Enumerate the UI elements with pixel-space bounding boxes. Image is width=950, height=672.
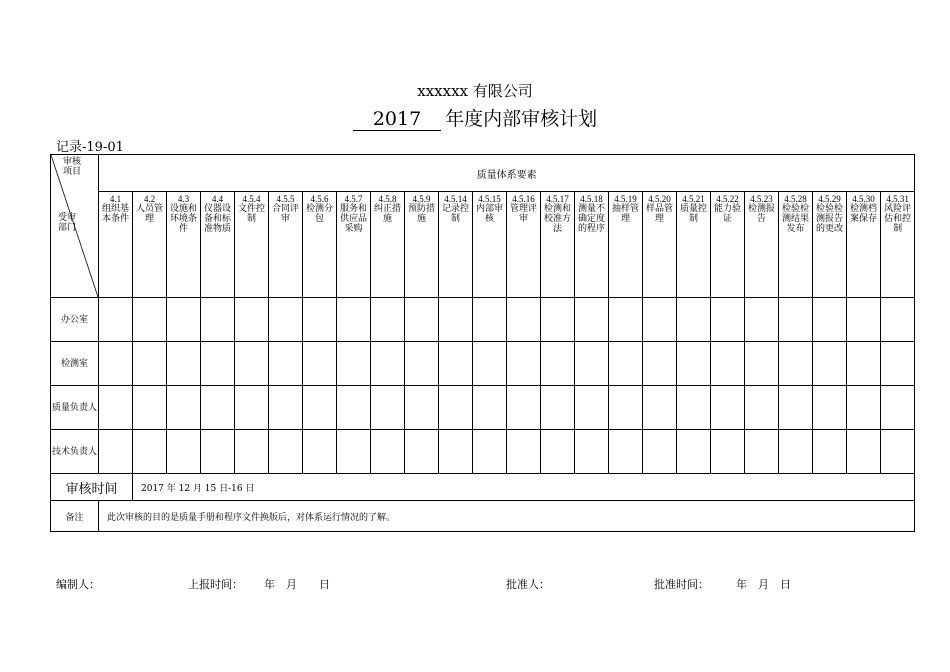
element-code: 4.1: [109, 194, 122, 204]
element-code: 4.5.4: [242, 194, 261, 204]
record-number: 记录-19-01: [56, 140, 124, 155]
element-name: 记录控制: [441, 204, 469, 224]
audit-cell[interactable]: [779, 430, 813, 474]
audit-cell[interactable]: [575, 430, 609, 474]
audit-cell[interactable]: [167, 342, 201, 386]
audit-cell[interactable]: [677, 430, 711, 474]
element-name: 检测报告: [747, 204, 775, 224]
audit-cell[interactable]: [609, 386, 643, 430]
element-code: 4.5.16: [512, 194, 535, 204]
element-code: 4.2: [143, 194, 156, 204]
element-name: 风险评估和控制: [884, 204, 912, 234]
audit-cell[interactable]: [847, 298, 881, 342]
department-row: [51, 386, 915, 430]
audit-cell[interactable]: [609, 430, 643, 474]
audit-cell[interactable]: [201, 342, 235, 386]
audit-cell[interactable]: [371, 298, 405, 342]
element-name: 文件控制: [237, 204, 265, 224]
audit-cell[interactable]: [99, 386, 133, 430]
approve-time-label: 批准时间：: [654, 578, 709, 591]
element-name: 设施和环境条件: [169, 204, 197, 234]
audit-cell[interactable]: [677, 298, 711, 342]
audit-cell[interactable]: [99, 430, 133, 474]
audit-cell[interactable]: [303, 430, 337, 474]
element-name: 检验检测结果发布: [781, 204, 809, 234]
audit-cell[interactable]: [813, 342, 847, 386]
audit-cell[interactable]: [779, 342, 813, 386]
element-name: 测量不确定度的程序: [577, 204, 605, 234]
element-name: 检验检测报告的更改: [815, 204, 843, 234]
department-row: [51, 430, 915, 474]
element-header: [575, 192, 609, 298]
audit-cell[interactable]: [473, 298, 507, 342]
element-code: 4.5.22: [716, 194, 739, 204]
approve-date: 年 月 日: [736, 578, 791, 591]
audit-cell[interactable]: [881, 342, 915, 386]
element-code: 4.5.18: [580, 194, 603, 204]
audit-cell[interactable]: [643, 342, 677, 386]
audit-cell[interactable]: [541, 298, 575, 342]
audit-cell[interactable]: [439, 298, 473, 342]
department-label: 办公室: [51, 298, 99, 342]
audit-cell[interactable]: [745, 430, 779, 474]
element-header: [881, 192, 915, 298]
element-name: 内部审核: [475, 204, 503, 224]
audit-cell[interactable]: [813, 430, 847, 474]
audit-cell[interactable]: [337, 342, 371, 386]
element-name: 管理评审: [509, 204, 537, 224]
audit-cell[interactable]: [269, 298, 303, 342]
audit-cell[interactable]: [269, 342, 303, 386]
element-name: 样品管理: [645, 204, 673, 224]
element-header: [201, 192, 235, 298]
element-code: 4.5.19: [614, 194, 637, 204]
element-name: 检测档案保存: [849, 204, 877, 224]
element-header: [745, 192, 779, 298]
audit-cell[interactable]: [575, 342, 609, 386]
element-code: 4.5.5: [276, 194, 295, 204]
audit-cell[interactable]: [405, 298, 439, 342]
audit-cell[interactable]: [235, 386, 269, 430]
audit-cell[interactable]: [745, 342, 779, 386]
element-name: 组织基本条件: [101, 204, 129, 224]
element-code: 4.3: [177, 194, 190, 204]
prepared-by-label: 编制人：: [56, 578, 100, 591]
audit-cell[interactable]: [167, 386, 201, 430]
corner-bottom-label: 受审 部门: [58, 213, 77, 233]
audit-cell[interactable]: [813, 386, 847, 430]
audit-cell[interactable]: [235, 430, 269, 474]
audit-cell[interactable]: [779, 298, 813, 342]
audit-cell[interactable]: [99, 298, 133, 342]
audit-cell[interactable]: [881, 298, 915, 342]
element-name: 抽样管理: [611, 204, 639, 224]
department-label: 质量负责人: [51, 386, 99, 430]
audit-cell[interactable]: [99, 342, 133, 386]
title-text: 年度内部审核计划: [445, 108, 598, 130]
element-code: 4.4: [211, 194, 224, 204]
audit-cell[interactable]: [269, 386, 303, 430]
submit-time-label: 上报时间：: [188, 578, 243, 591]
element-header: [133, 192, 167, 298]
audit-cell[interactable]: [201, 386, 235, 430]
title-year: 2017: [353, 108, 441, 131]
audit-cell[interactable]: [677, 342, 711, 386]
element-name: 检测分包: [305, 204, 333, 224]
audit-cell[interactable]: [541, 386, 575, 430]
element-header: [405, 192, 439, 298]
audit-cell[interactable]: [371, 430, 405, 474]
element-name: 纠正措施: [373, 204, 401, 224]
element-header: [439, 192, 473, 298]
element-header: [813, 192, 847, 298]
audit-cell[interactable]: [575, 298, 609, 342]
element-header: [337, 192, 371, 298]
audit-cell[interactable]: [779, 386, 813, 430]
element-name: 质量控制: [679, 204, 707, 224]
audit-cell[interactable]: [677, 386, 711, 430]
element-header: [677, 192, 711, 298]
audit-cell[interactable]: [507, 430, 541, 474]
element-code: 4.5.31: [886, 194, 909, 204]
department-label: 技术负责人: [51, 430, 99, 474]
element-header: [99, 192, 133, 298]
audit-cell[interactable]: [541, 430, 575, 474]
element-header: [507, 192, 541, 298]
audit-cell[interactable]: [609, 342, 643, 386]
audit-cell[interactable]: [541, 342, 575, 386]
element-name: 仪器设备和标准物质: [203, 204, 231, 234]
department-row: [51, 342, 915, 386]
audit-cell[interactable]: [133, 386, 167, 430]
audit-cell[interactable]: [575, 386, 609, 430]
submit-date: 年 月 日: [264, 578, 330, 591]
audit-cell[interactable]: [337, 430, 371, 474]
approved-by-label: 批准人：: [506, 578, 550, 591]
audit-cell[interactable]: [473, 342, 507, 386]
element-name: 检测和校准方法: [543, 204, 571, 234]
element-name: 预防措施: [407, 204, 435, 224]
corner-top-label: 审核 项目: [63, 157, 82, 177]
element-name: 能力验证: [713, 204, 741, 224]
audit-cell[interactable]: [847, 386, 881, 430]
audit-cell[interactable]: [167, 430, 201, 474]
audit-cell[interactable]: [711, 298, 745, 342]
audit-plan-table: [50, 154, 915, 532]
element-code: 4.5.14: [444, 194, 467, 204]
element-name: 人员管理: [135, 204, 163, 224]
audit-cell[interactable]: [643, 386, 677, 430]
element-code: 4.5.17: [546, 194, 569, 204]
element-header: [303, 192, 337, 298]
company-name: xxxxxx 有限公司: [417, 82, 533, 100]
element-code: 4.5.29: [818, 194, 841, 204]
department-label: 检测室: [51, 342, 99, 386]
element-code: 4.5.6: [310, 194, 329, 204]
audit-cell[interactable]: [745, 386, 779, 430]
audit-cell[interactable]: [405, 430, 439, 474]
audit-cell[interactable]: [133, 342, 167, 386]
audit-cell[interactable]: [133, 430, 167, 474]
element-code: 4.5.23: [750, 194, 773, 204]
corner-header-cell: [51, 155, 99, 298]
element-header: [473, 192, 507, 298]
audit-cell[interactable]: [235, 342, 269, 386]
audit-cell[interactable]: [439, 342, 473, 386]
audit-cell[interactable]: [303, 386, 337, 430]
audit-cell[interactable]: [269, 430, 303, 474]
element-header: [643, 192, 677, 298]
element-code: 4.5.21: [682, 194, 705, 204]
element-name: 合同评审: [271, 204, 299, 224]
audit-cell[interactable]: [303, 298, 337, 342]
audit-cell[interactable]: [167, 298, 201, 342]
element-code: 4.5.28: [784, 194, 807, 204]
audit-time-label: 审核时间: [51, 474, 133, 501]
element-code: 4.5.8: [378, 194, 397, 204]
audit-cell[interactable]: [337, 386, 371, 430]
element-name: 服务和供应品采购: [339, 204, 367, 234]
audit-cell[interactable]: [235, 298, 269, 342]
element-code: 4.5.15: [478, 194, 501, 204]
audit-cell[interactable]: [371, 342, 405, 386]
audit-cell[interactable]: [439, 386, 473, 430]
audit-cell[interactable]: [745, 298, 779, 342]
remark-label: 备注: [51, 501, 99, 532]
audit-cell[interactable]: [643, 430, 677, 474]
audit-cell[interactable]: [405, 342, 439, 386]
audit-cell[interactable]: [643, 298, 677, 342]
audit-time-value: 2017 年 12 月 15 日-16 日: [133, 474, 915, 501]
element-header: [167, 192, 201, 298]
audit-cell[interactable]: [371, 386, 405, 430]
element-header: [269, 192, 303, 298]
element-header: [235, 192, 269, 298]
audit-cell[interactable]: [711, 386, 745, 430]
audit-cell[interactable]: [507, 386, 541, 430]
element-code: 4.5.20: [648, 194, 671, 204]
audit-cell[interactable]: [201, 298, 235, 342]
audit-cell[interactable]: [711, 342, 745, 386]
audit-cell[interactable]: [337, 298, 371, 342]
element-header: [371, 192, 405, 298]
audit-cell[interactable]: [609, 298, 643, 342]
audit-cell[interactable]: [881, 430, 915, 474]
element-header: [779, 192, 813, 298]
audit-cell[interactable]: [813, 298, 847, 342]
remark-value: 此次审核的目的是质量手册和程序文件换版后，对体系运行情况的了解。: [99, 501, 915, 532]
element-code: 4.5.30: [852, 194, 875, 204]
element-header: [847, 192, 881, 298]
audit-cell[interactable]: [133, 298, 167, 342]
element-header: [541, 192, 575, 298]
audit-cell[interactable]: [711, 430, 745, 474]
audit-cell[interactable]: [303, 342, 337, 386]
audit-cell[interactable]: [507, 298, 541, 342]
element-header: [609, 192, 643, 298]
audit-cell[interactable]: [473, 430, 507, 474]
element-code: 4.5.9: [412, 194, 431, 204]
audit-cell[interactable]: [507, 342, 541, 386]
audit-cell[interactable]: [439, 430, 473, 474]
page-title: [0, 104, 950, 131]
audit-cell[interactable]: [847, 430, 881, 474]
audit-cell[interactable]: [881, 386, 915, 430]
element-code: 4.5.7: [344, 194, 363, 204]
element-header: [711, 192, 745, 298]
audit-cell[interactable]: [847, 342, 881, 386]
audit-cell[interactable]: [201, 430, 235, 474]
audit-cell[interactable]: [473, 386, 507, 430]
department-row: [51, 298, 915, 342]
audit-cell[interactable]: [405, 386, 439, 430]
quality-elements-title: 质量体系要素: [99, 155, 915, 192]
